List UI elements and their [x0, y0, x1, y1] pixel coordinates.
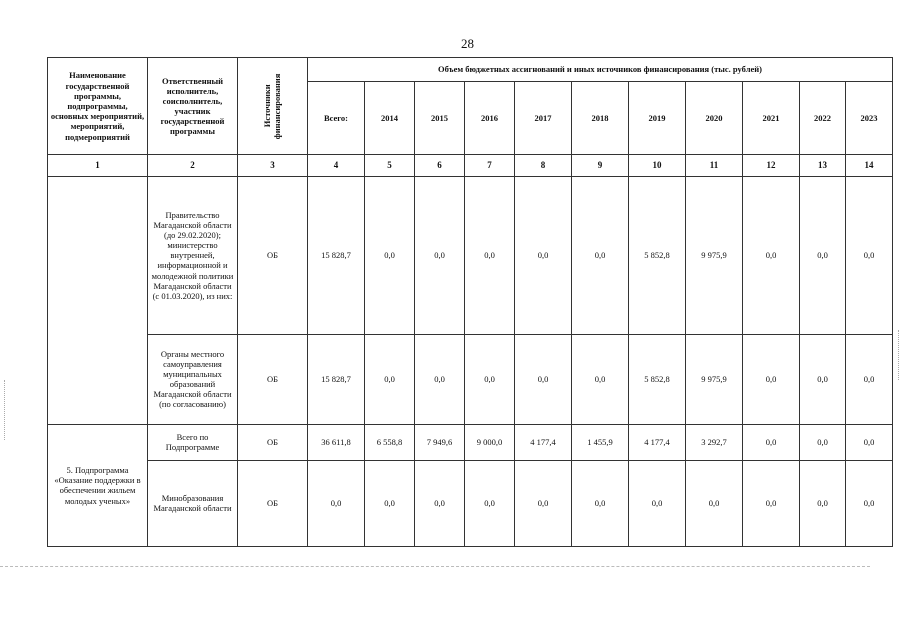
- year-value-cell: 9 975,9: [686, 177, 743, 334]
- year-value-cell: 0,0: [515, 177, 572, 334]
- column-number: 5: [365, 155, 415, 177]
- year-value-cell: 0,0: [572, 334, 629, 424]
- header-year: 2020: [686, 82, 743, 155]
- header-year: 2019: [629, 82, 686, 155]
- page-number: 28: [461, 36, 474, 51]
- header-year: 2018: [572, 82, 629, 155]
- source-cell: ОБ: [238, 177, 308, 334]
- column-number: 4: [308, 155, 365, 177]
- column-number: 12: [743, 155, 800, 177]
- year-value-cell: 0,0: [743, 424, 800, 460]
- source-cell: ОБ: [238, 334, 308, 424]
- year-value-cell: 0,0: [515, 460, 572, 546]
- header-row-1: [48, 58, 893, 82]
- total-cell: 0,0: [308, 460, 365, 546]
- executor-cell: Минобразования Магаданской области: [148, 460, 238, 546]
- total-cell: 36 611,8: [308, 424, 365, 460]
- header-year: 2023: [846, 82, 893, 155]
- column-number: 6: [415, 155, 465, 177]
- budget-table: [47, 57, 893, 547]
- column-number-row: [48, 155, 893, 177]
- year-value-cell: 0,0: [743, 460, 800, 546]
- header-year: 2017: [515, 82, 572, 155]
- column-number: 10: [629, 155, 686, 177]
- source-cell: ОБ: [238, 460, 308, 546]
- header-program-name: Наименование государственной программы, подпрограммы, основных мероприятий, мероприятий, подмероприятий: [48, 58, 148, 155]
- year-value-cell: 0,0: [415, 177, 465, 334]
- year-value-cell: 0,0: [515, 334, 572, 424]
- header-total: Всего:: [308, 82, 365, 155]
- header-budget-group: Объем бюджетных ассигнований и иных источников финансирования (тыс. рублей): [308, 58, 893, 82]
- column-number: 8: [515, 155, 572, 177]
- year-value-cell: 0,0: [365, 177, 415, 334]
- year-value-cell: 0,0: [465, 177, 515, 334]
- header-funding-source: [238, 58, 308, 155]
- header-funding-source-text: Источники финансирования: [261, 73, 282, 139]
- header-year: 2016: [465, 82, 515, 155]
- scan-artifact-mark: [4, 380, 5, 440]
- year-value-cell: 5 852,8: [629, 334, 686, 424]
- table-row: [48, 334, 893, 424]
- year-value-cell: 0,0: [800, 424, 846, 460]
- year-value-cell: 0,0: [572, 460, 629, 546]
- program-name-cell: 5. Подпрограмма «Оказание поддержки в обеспечении жильем молодых ученых»: [48, 424, 148, 546]
- year-value-cell: 0,0: [800, 334, 846, 424]
- year-value-cell: 0,0: [465, 334, 515, 424]
- program-name-cell: [48, 177, 148, 424]
- year-value-cell: 0,0: [572, 177, 629, 334]
- scan-artifact-line: [0, 566, 870, 567]
- year-value-cell: 1 455,9: [572, 424, 629, 460]
- total-cell: 15 828,7: [308, 177, 365, 334]
- year-value-cell: 5 852,8: [629, 177, 686, 334]
- column-number: 9: [572, 155, 629, 177]
- column-number: 1: [48, 155, 148, 177]
- source-cell: ОБ: [238, 424, 308, 460]
- year-value-cell: 4 177,4: [515, 424, 572, 460]
- column-number: 7: [465, 155, 515, 177]
- year-value-cell: 4 177,4: [629, 424, 686, 460]
- year-value-cell: 9 000,0: [465, 424, 515, 460]
- column-number: 11: [686, 155, 743, 177]
- year-value-cell: 0,0: [743, 177, 800, 334]
- year-value-cell: 0,0: [846, 460, 893, 546]
- year-value-cell: 0,0: [686, 460, 743, 546]
- year-value-cell: 0,0: [846, 177, 893, 334]
- year-value-cell: 6 558,8: [365, 424, 415, 460]
- header-executor: Ответственный исполнитель, соисполнитель, участник государственной программы: [148, 58, 238, 155]
- year-value-cell: 0,0: [465, 460, 515, 546]
- table-row: [48, 177, 893, 334]
- year-value-cell: 0,0: [415, 460, 465, 546]
- header-year: 2015: [415, 82, 465, 155]
- year-value-cell: 0,0: [365, 460, 415, 546]
- year-value-cell: 0,0: [415, 334, 465, 424]
- year-value-cell: 0,0: [846, 424, 893, 460]
- scan-artifact-mark: [898, 330, 899, 380]
- column-number: 13: [800, 155, 846, 177]
- year-value-cell: 0,0: [846, 334, 893, 424]
- year-value-cell: 0,0: [629, 460, 686, 546]
- executor-cell: Правительство Магаданской области (до 29.02.2020); министерство внутренней, информационной и молодежной политики Магаданской области (с 01.03.2020), из них:: [148, 177, 238, 334]
- header-year: 2014: [365, 82, 415, 155]
- executor-cell: Всего по Подпрограмме: [148, 424, 238, 460]
- year-value-cell: 3 292,7: [686, 424, 743, 460]
- column-number: 3: [238, 155, 308, 177]
- table-row: [48, 460, 893, 546]
- column-number: 14: [846, 155, 893, 177]
- total-cell: 15 828,7: [308, 334, 365, 424]
- year-value-cell: 0,0: [743, 334, 800, 424]
- year-value-cell: 7 949,6: [415, 424, 465, 460]
- column-number: 2: [148, 155, 238, 177]
- year-value-cell: 0,0: [800, 460, 846, 546]
- year-value-cell: 0,0: [365, 334, 415, 424]
- table-row: [48, 424, 893, 460]
- executor-cell: Органы местного самоуправления муниципальных образований Магаданской области (по согласованию): [148, 334, 238, 424]
- year-value-cell: 0,0: [800, 177, 846, 334]
- year-value-cell: 9 975,9: [686, 334, 743, 424]
- header-year: 2021: [743, 82, 800, 155]
- header-year: 2022: [800, 82, 846, 155]
